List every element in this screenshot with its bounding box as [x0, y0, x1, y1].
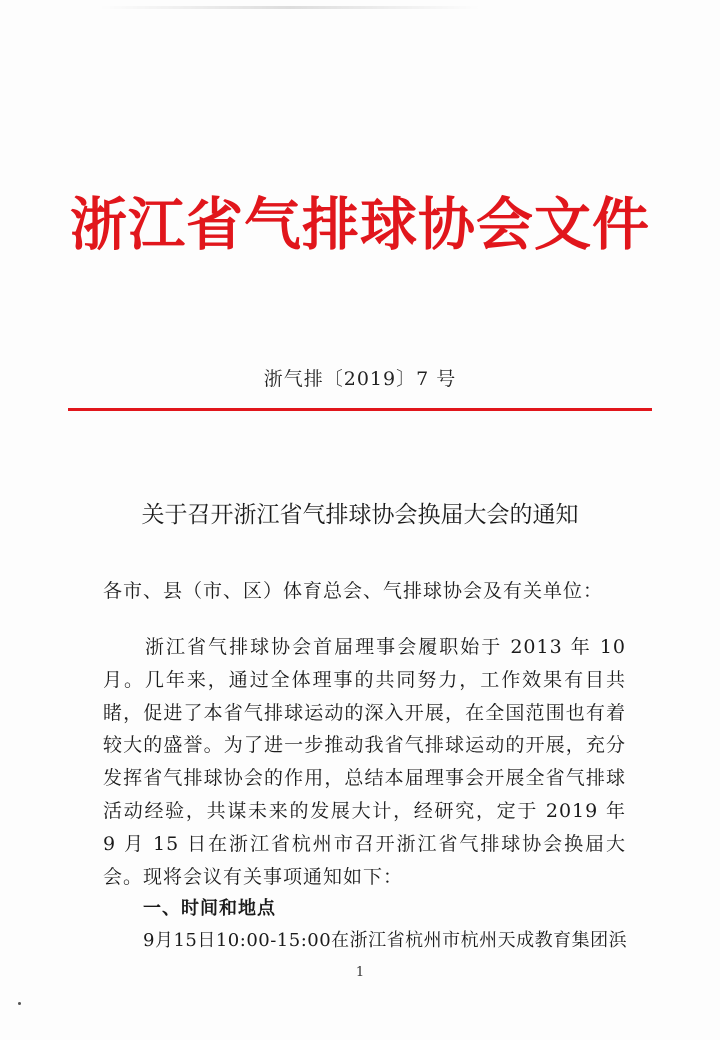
body-paragraph: 浙江省气排球协会首届理事会履职始于 2013 年 10 月。几年来，通过全体理事的共同努力，工作效果有目共睹，促进了本省气排球运动的深入开展，在全国范围也有着较大的盛誉。为了进一步推动我省气排球运动的开展，充分发挥省气排球协会的作用，总结本届理事会开展全省气排球活动经验，共谋未来的发展大计，经研究，定于 2019 年 9 月 15 日在浙江省杭州市召开浙江省气排球协会换届大会。现将会议有关事项通知如下： — [103, 636, 626, 888]
salutation: 各市、县（市、区）体育总会、气排球协会及有关单位： — [103, 580, 604, 602]
red-divider-line — [68, 408, 652, 411]
section-heading-time-place: 一、时间和地点 — [143, 898, 276, 919]
scan-artifact — [100, 6, 480, 9]
page-number: 1 — [355, 965, 365, 980]
scan-dot — [18, 1002, 21, 1005]
document-number: 浙气排〔2019〕7 号 — [263, 368, 457, 390]
section-text-time-place: 9月15日10:00-15:00在浙江省杭州市杭州天成教育集团浜 — [143, 930, 628, 951]
document-header-title: 浙江省气排球协会文件 — [70, 191, 650, 258]
notice-title: 关于召开浙江省气排球协会换届大会的通知 — [141, 502, 579, 528]
